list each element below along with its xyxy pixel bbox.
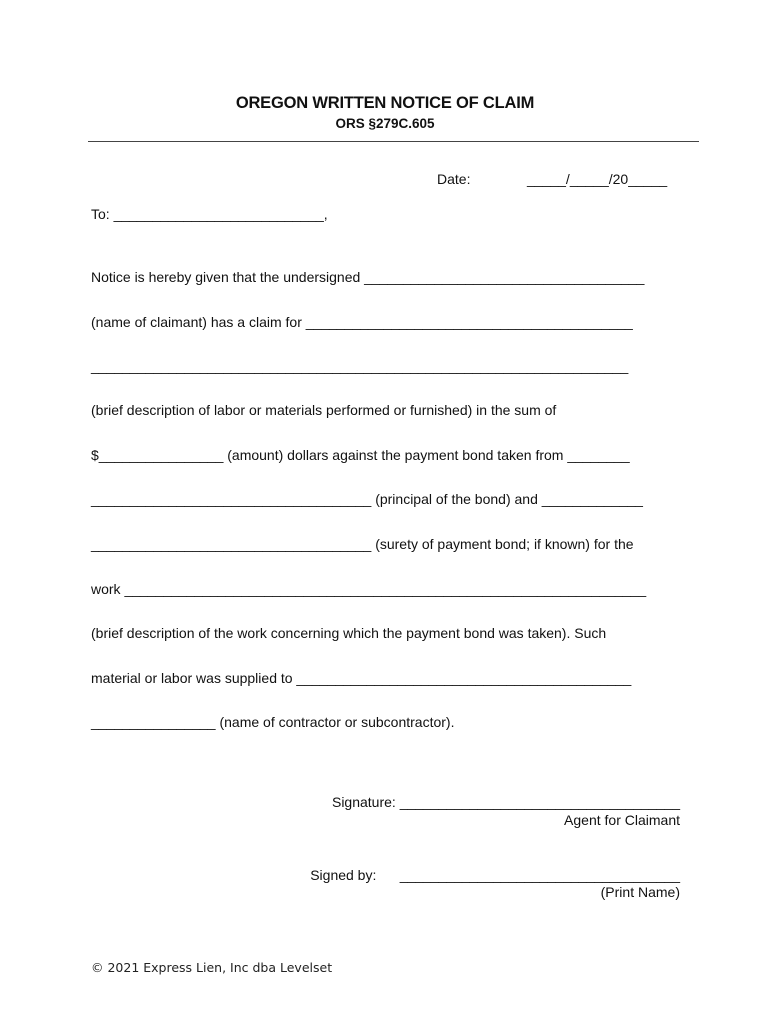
date-label: Date:: [437, 171, 471, 187]
body-line-work-description: (brief description of the work concerning which the payment bond was taken). Such: [91, 625, 607, 641]
body-line-principal[interactable]: ____________________________________ (principal of the bond) and _____________: [91, 491, 643, 507]
document-subtitle: ORS §279C.605: [335, 116, 435, 131]
date-field[interactable]: _____/_____/20_____: [527, 171, 668, 187]
to-line[interactable]: To: ___________________________,: [91, 206, 328, 222]
body-line-work[interactable]: work ___________________________________________________________________: [91, 581, 647, 597]
body-line-description: (brief description of labor or materials performed or furnished) in the sum of: [91, 402, 557, 418]
signature-caption: Agent for Claimant: [564, 812, 680, 828]
signed-by-line[interactable]: Signed by: ____________________________________: [310, 867, 680, 883]
signature-line[interactable]: Signature: ____________________________________: [331, 794, 680, 810]
signed-by-caption: (Print Name): [600, 884, 680, 900]
body-line-claim-for[interactable]: (name of claimant) has a claim for __________________________________________: [91, 314, 633, 330]
copyright-footer: © 2021 Express Lien, Inc dba Levelset: [91, 960, 333, 975]
body-line-blank[interactable]: _____________________________________________________________________: [91, 358, 629, 374]
document-title: OREGON WRITTEN NOTICE OF CLAIM: [235, 94, 535, 112]
body-line-claimant[interactable]: Notice is hereby given that the undersigned ____________________________________: [91, 269, 645, 285]
header-divider: [88, 141, 699, 142]
body-line-contractor[interactable]: ________________ (name of contractor or subcontractor).: [91, 714, 455, 730]
body-line-supplied-to[interactable]: material or labor was supplied to ___________________________________________: [91, 670, 632, 686]
body-line-surety[interactable]: ____________________________________ (surety of payment bond; if known) for the: [91, 536, 634, 552]
body-line-amount[interactable]: $________________ (amount) dollars against the payment bond taken from ________: [91, 447, 630, 463]
